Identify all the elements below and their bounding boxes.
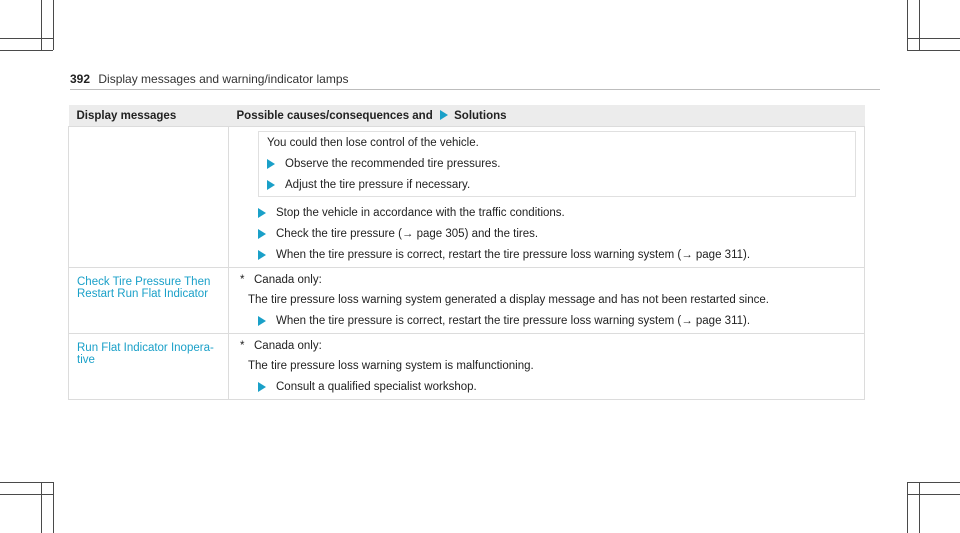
crop-mark bbox=[53, 482, 54, 533]
table-header-row bbox=[69, 105, 865, 127]
message-cell bbox=[69, 268, 229, 334]
asterisk-marker: * bbox=[240, 274, 245, 286]
solution-arrow-icon bbox=[440, 110, 448, 120]
bullet-text: Check the tire pressure (→ page 305) and the tires. bbox=[276, 228, 539, 240]
note-text: Canada only: bbox=[254, 274, 322, 286]
crop-mark bbox=[41, 482, 42, 533]
page-header bbox=[70, 72, 349, 86]
crop-mark bbox=[907, 482, 960, 483]
cause-text: The tire pressure loss warning system is malfunctioning. bbox=[248, 360, 534, 372]
table-row bbox=[69, 127, 865, 268]
crop-mark bbox=[0, 50, 53, 51]
bullet-arrow-icon bbox=[258, 316, 266, 326]
bullet-arrow-icon bbox=[258, 229, 266, 239]
crop-mark bbox=[907, 482, 908, 533]
bullet-text: Consult a qualified specialist workshop. bbox=[276, 381, 477, 393]
crop-mark bbox=[919, 482, 920, 533]
list-item bbox=[258, 249, 856, 261]
message-cell bbox=[69, 334, 229, 400]
bullet-text: Adjust the tire pressure if necessary. bbox=[285, 179, 471, 191]
list-item bbox=[267, 179, 847, 191]
table-row bbox=[69, 334, 865, 400]
list-item bbox=[258, 381, 856, 393]
bullet-arrow-icon bbox=[258, 250, 266, 260]
warning-box bbox=[258, 131, 856, 197]
column-header-suffix: Solutions bbox=[454, 110, 507, 122]
asterisk-marker: * bbox=[240, 340, 245, 352]
bullet-text: When the tire pressure is correct, restart the tire pressure loss warning system (→ page 311). bbox=[276, 249, 751, 261]
crop-mark bbox=[53, 0, 54, 50]
bullet-arrow-icon bbox=[258, 382, 266, 392]
crop-mark bbox=[907, 50, 960, 51]
bullet-arrow-icon bbox=[258, 208, 266, 218]
warning-text: You could then lose control of the vehicle. bbox=[267, 137, 479, 149]
bullet-arrow-icon bbox=[267, 159, 275, 169]
canada-note bbox=[239, 274, 856, 286]
page-title: Display messages and warning/indicator lamps bbox=[98, 72, 349, 86]
bullet-arrow-icon bbox=[267, 180, 275, 190]
display-message-name: Check Tire Pressure Then Restart Run Flat Indicator bbox=[77, 276, 211, 300]
column-header-prefix: Possible causes/consequences and bbox=[236, 110, 433, 122]
crop-mark bbox=[907, 494, 960, 495]
list-item bbox=[267, 158, 847, 170]
header-divider bbox=[70, 89, 880, 90]
crop-mark bbox=[0, 482, 53, 483]
crop-mark bbox=[0, 494, 53, 495]
crop-mark bbox=[907, 38, 960, 39]
cause-text: The tire pressure loss warning system generated a display message and has not been restarted since. bbox=[248, 294, 769, 306]
page-number: 392 bbox=[70, 72, 91, 86]
solutions-cell bbox=[229, 334, 865, 400]
message-cell-empty bbox=[69, 127, 229, 268]
column-header-solutions bbox=[229, 105, 865, 127]
bullet-text: Stop the vehicle in accordance with the traffic conditions. bbox=[276, 207, 565, 219]
crop-mark bbox=[919, 0, 920, 50]
list-item bbox=[258, 228, 856, 240]
crop-mark bbox=[0, 38, 53, 39]
list-item bbox=[258, 315, 856, 327]
bullet-text: When the tire pressure is correct, restart the tire pressure loss warning system (→ page 311). bbox=[276, 315, 751, 327]
column-header-messages: Display messages bbox=[69, 105, 229, 127]
canada-note bbox=[239, 340, 856, 352]
note-text: Canada only: bbox=[254, 340, 322, 352]
display-message-name: Run Flat Indicator Inopera- tive bbox=[77, 342, 214, 366]
bullet-text: Observe the recommended tire pressures. bbox=[285, 158, 501, 170]
table-row bbox=[69, 268, 865, 334]
crop-mark bbox=[41, 0, 42, 50]
list-item bbox=[258, 207, 856, 219]
display-messages-table bbox=[68, 105, 865, 400]
solutions-cell bbox=[229, 268, 865, 334]
crop-mark bbox=[907, 0, 908, 50]
solutions-cell bbox=[229, 127, 865, 268]
